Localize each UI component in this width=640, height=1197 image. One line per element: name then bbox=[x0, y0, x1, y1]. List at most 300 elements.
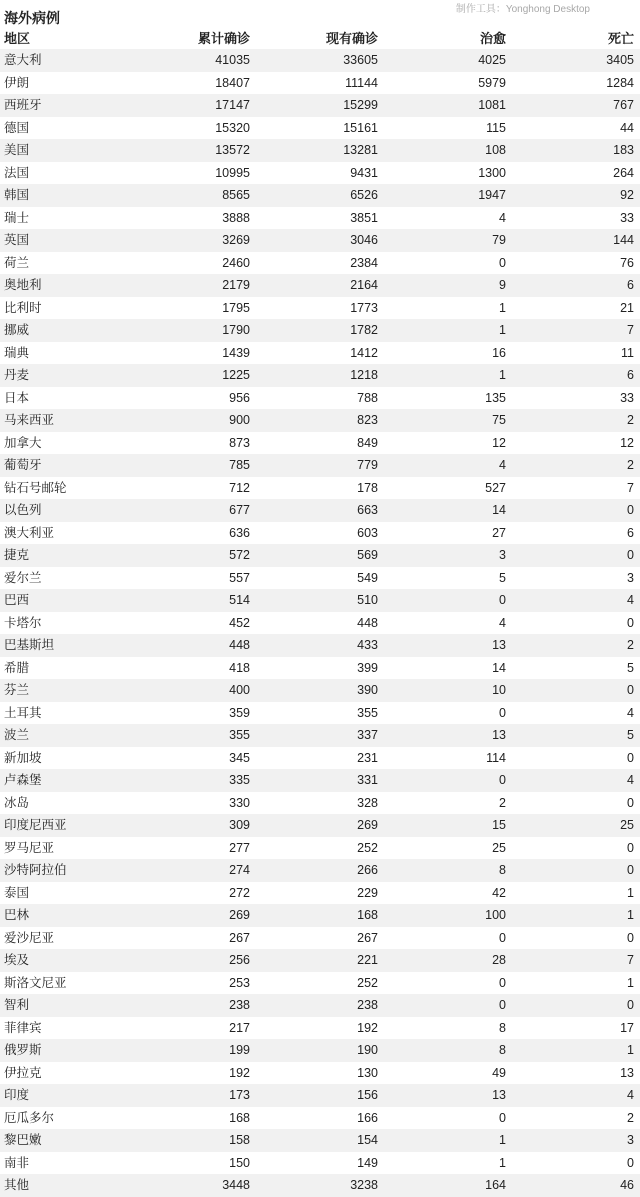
cell-recovered: 114 bbox=[486, 750, 506, 765]
cell-recovered: 1300 bbox=[478, 165, 506, 180]
table-row[interactable] bbox=[0, 589, 640, 612]
column-header-recovered[interactable]: 治愈 bbox=[479, 31, 506, 46]
cell-deaths: 1 bbox=[627, 908, 634, 922]
cell-region: 捷克 bbox=[4, 548, 30, 562]
cell-cumulative: 158 bbox=[229, 1133, 250, 1147]
cell-region: 葡萄牙 bbox=[4, 458, 42, 472]
cell-region: 奥地利 bbox=[4, 278, 42, 292]
cell-current: 549 bbox=[357, 570, 378, 585]
cell-region: 瑞典 bbox=[4, 345, 30, 360]
cell-cumulative: 3888 bbox=[222, 210, 250, 225]
cell-recovered: 12 bbox=[492, 435, 506, 450]
cell-cumulative: 956 bbox=[229, 390, 250, 405]
cell-cumulative: 256 bbox=[229, 953, 250, 967]
cell-recovered: 108 bbox=[485, 143, 506, 157]
cell-recovered: 1 bbox=[499, 368, 506, 382]
table-row[interactable] bbox=[0, 814, 640, 837]
cell-recovered: 25 bbox=[492, 840, 506, 855]
cell-deaths: 0 bbox=[627, 840, 634, 855]
cell-cumulative: 199 bbox=[229, 1043, 250, 1057]
cell-current: 156 bbox=[357, 1088, 378, 1102]
cell-region: 比利时 bbox=[4, 300, 42, 315]
cell-cumulative: 418 bbox=[229, 660, 250, 675]
cell-deaths: 2 bbox=[627, 638, 634, 652]
cell-current: 569 bbox=[357, 548, 378, 562]
cell-deaths: 0 bbox=[627, 503, 634, 517]
cell-cumulative: 785 bbox=[229, 458, 250, 472]
cell-current: 823 bbox=[357, 413, 378, 427]
cell-current: 149 bbox=[357, 1155, 378, 1170]
cell-recovered: 1947 bbox=[478, 188, 506, 202]
cell-recovered: 1 bbox=[499, 323, 506, 337]
cell-cumulative: 557 bbox=[229, 570, 250, 585]
cell-deaths: 183 bbox=[613, 143, 634, 157]
cell-region: 意大利 bbox=[4, 53, 42, 67]
cell-recovered: 5 bbox=[499, 570, 506, 585]
cell-current: 166 bbox=[357, 1110, 378, 1125]
cell-recovered: 0 bbox=[499, 930, 506, 945]
cell-recovered: 0 bbox=[499, 773, 506, 787]
table-row[interactable] bbox=[0, 49, 640, 72]
cell-region: 芬兰 bbox=[4, 683, 30, 697]
table-row[interactable] bbox=[0, 544, 640, 567]
cell-deaths: 0 bbox=[627, 683, 634, 697]
cell-deaths: 6 bbox=[627, 525, 634, 540]
cell-deaths: 0 bbox=[627, 1155, 634, 1170]
cell-cumulative: 355 bbox=[229, 728, 250, 742]
cell-recovered: 75 bbox=[492, 413, 506, 427]
cell-recovered: 8 bbox=[499, 1043, 506, 1057]
table-row[interactable] bbox=[0, 792, 640, 815]
cell-region: 斯洛文尼亚 bbox=[4, 975, 67, 990]
cell-current: 3046 bbox=[350, 233, 378, 247]
table-row[interactable] bbox=[0, 634, 640, 657]
cell-region: 澳大利亚 bbox=[4, 525, 55, 540]
table-row[interactable] bbox=[0, 117, 640, 140]
cell-deaths: 3 bbox=[627, 1133, 634, 1147]
cell-cumulative: 217 bbox=[229, 1020, 250, 1035]
cell-deaths: 25 bbox=[620, 818, 634, 832]
cell-deaths: 44 bbox=[620, 120, 634, 135]
cell-cumulative: 15320 bbox=[215, 120, 250, 135]
table-row[interactable] bbox=[0, 297, 640, 320]
cell-region: 南非 bbox=[4, 1155, 30, 1170]
table-row[interactable] bbox=[0, 949, 640, 972]
table-row[interactable] bbox=[0, 904, 640, 927]
cell-deaths: 5 bbox=[627, 728, 634, 742]
cell-recovered: 8 bbox=[499, 1020, 506, 1035]
table-row[interactable] bbox=[0, 72, 640, 95]
cell-region: 伊朗 bbox=[4, 75, 30, 90]
cell-current: 269 bbox=[357, 818, 378, 832]
cell-cumulative: 677 bbox=[229, 503, 250, 517]
cell-cumulative: 269 bbox=[229, 908, 250, 922]
cell-region: 埃及 bbox=[4, 953, 30, 967]
column-header-current[interactable]: 现有确诊 bbox=[325, 31, 378, 46]
cell-region: 希腊 bbox=[4, 660, 30, 675]
cell-current: 229 bbox=[357, 885, 378, 900]
cell-current: 192 bbox=[357, 1020, 378, 1035]
cell-current: 849 bbox=[357, 435, 378, 450]
cell-cumulative: 873 bbox=[229, 435, 250, 450]
cell-cumulative: 8565 bbox=[222, 188, 250, 202]
cell-deaths: 7 bbox=[627, 953, 634, 967]
cell-current: 190 bbox=[357, 1043, 378, 1057]
cell-recovered: 135 bbox=[485, 390, 506, 405]
cell-cumulative: 274 bbox=[229, 863, 250, 877]
cell-recovered: 0 bbox=[499, 998, 506, 1012]
column-header-deaths[interactable]: 死亡 bbox=[607, 31, 634, 46]
cell-current: 252 bbox=[357, 975, 378, 990]
cell-recovered: 1 bbox=[499, 1133, 506, 1147]
cell-cumulative: 173 bbox=[229, 1088, 250, 1102]
cell-deaths: 1 bbox=[627, 1043, 634, 1057]
cell-current: 221 bbox=[357, 953, 378, 967]
cell-region: 黎巴嫩 bbox=[4, 1133, 42, 1147]
table-row[interactable] bbox=[0, 859, 640, 882]
cell-region: 丹麦 bbox=[4, 368, 30, 382]
column-header-region[interactable]: 地区 bbox=[4, 31, 31, 46]
cell-current: 9431 bbox=[350, 165, 378, 180]
cell-deaths: 0 bbox=[627, 998, 634, 1012]
table-row[interactable] bbox=[0, 522, 640, 545]
column-header-cumulative[interactable]: 累计确诊 bbox=[197, 31, 250, 46]
cell-cumulative: 400 bbox=[229, 683, 250, 697]
cell-recovered: 79 bbox=[492, 233, 506, 247]
table-row[interactable] bbox=[0, 1174, 640, 1197]
cell-deaths: 3 bbox=[627, 570, 634, 585]
cell-recovered: 0 bbox=[499, 975, 506, 990]
table-row[interactable] bbox=[0, 657, 640, 680]
table-row[interactable] bbox=[0, 747, 640, 770]
cell-deaths: 2 bbox=[627, 458, 634, 472]
cell-deaths: 17 bbox=[620, 1020, 634, 1035]
cell-recovered: 1081 bbox=[478, 98, 506, 112]
cell-cumulative: 1790 bbox=[222, 323, 250, 337]
table-row[interactable] bbox=[0, 387, 640, 410]
cell-current: 178 bbox=[357, 480, 378, 495]
cell-recovered: 115 bbox=[486, 120, 506, 135]
cell-current: 2164 bbox=[350, 278, 378, 292]
cell-recovered: 4 bbox=[499, 210, 506, 225]
cell-deaths: 6 bbox=[627, 278, 634, 292]
cell-current: 3851 bbox=[350, 210, 378, 225]
cell-current: 779 bbox=[357, 458, 378, 472]
table-row[interactable] bbox=[0, 499, 640, 522]
table-row[interactable] bbox=[0, 94, 640, 117]
cell-deaths: 4 bbox=[627, 1088, 634, 1102]
cell-deaths: 33 bbox=[620, 390, 634, 405]
table-row[interactable] bbox=[0, 994, 640, 1017]
cell-recovered: 4 bbox=[499, 615, 506, 630]
cell-current: 1412 bbox=[350, 345, 378, 360]
cell-cumulative: 309 bbox=[229, 818, 250, 832]
cell-recovered: 49 bbox=[492, 1065, 506, 1080]
cell-deaths: 1 bbox=[627, 885, 634, 900]
cell-deaths: 0 bbox=[627, 795, 634, 810]
cell-current: 238 bbox=[357, 998, 378, 1012]
cell-cumulative: 238 bbox=[229, 998, 250, 1012]
table-row[interactable] bbox=[0, 1039, 640, 1062]
table-row[interactable] bbox=[0, 702, 640, 725]
cell-deaths: 0 bbox=[627, 750, 634, 765]
cell-region: 智利 bbox=[4, 998, 30, 1012]
cell-deaths: 0 bbox=[627, 615, 634, 630]
cell-recovered: 5979 bbox=[478, 75, 506, 90]
cell-cumulative: 335 bbox=[229, 773, 250, 787]
cell-region: 挪威 bbox=[4, 323, 30, 337]
table-row[interactable] bbox=[0, 882, 640, 905]
table-row[interactable] bbox=[0, 1129, 640, 1152]
cell-recovered: 10 bbox=[492, 683, 506, 697]
table-header bbox=[0, 28, 640, 51]
cell-deaths: 13 bbox=[620, 1065, 634, 1080]
table-row[interactable] bbox=[0, 927, 640, 950]
cell-deaths: 3405 bbox=[606, 53, 634, 67]
table-row[interactable] bbox=[0, 679, 640, 702]
cell-recovered: 27 bbox=[492, 525, 506, 540]
cell-current: 1782 bbox=[350, 323, 378, 337]
cell-region: 以色列 bbox=[4, 503, 42, 517]
cell-recovered: 13 bbox=[492, 1088, 506, 1102]
cell-current: 448 bbox=[357, 615, 378, 630]
cell-region: 沙特阿拉伯 bbox=[4, 863, 67, 877]
cell-recovered: 100 bbox=[485, 908, 506, 922]
cell-deaths: 76 bbox=[620, 255, 634, 270]
cell-cumulative: 330 bbox=[229, 795, 250, 810]
cell-current: 510 bbox=[357, 593, 378, 607]
cell-current: 328 bbox=[357, 795, 378, 810]
cell-current: 337 bbox=[357, 728, 378, 742]
cell-region: 冰岛 bbox=[4, 795, 30, 810]
cell-current: 355 bbox=[357, 705, 378, 720]
cell-recovered: 8 bbox=[499, 863, 506, 877]
cell-region: 马来西亚 bbox=[4, 413, 55, 427]
cell-region: 泰国 bbox=[4, 885, 30, 900]
cell-recovered: 14 bbox=[492, 503, 506, 517]
table-row[interactable] bbox=[0, 139, 640, 162]
table-row[interactable] bbox=[0, 409, 640, 432]
cell-cumulative: 1795 bbox=[222, 300, 250, 315]
cell-cumulative: 41035 bbox=[215, 53, 250, 67]
cell-deaths: 5 bbox=[627, 660, 634, 675]
cell-region: 厄瓜多尔 bbox=[4, 1110, 55, 1125]
cell-recovered: 1 bbox=[499, 1155, 506, 1170]
cell-cumulative: 253 bbox=[229, 975, 250, 990]
table-row[interactable] bbox=[0, 1084, 640, 1107]
cell-deaths: 7 bbox=[627, 323, 634, 337]
cell-current: 13281 bbox=[343, 143, 378, 157]
cell-current: 2384 bbox=[350, 255, 378, 270]
cell-deaths: 767 bbox=[613, 98, 634, 112]
cell-current: 33605 bbox=[343, 53, 378, 67]
cell-cumulative: 277 bbox=[229, 840, 250, 855]
cell-current: 1773 bbox=[350, 300, 378, 315]
cell-recovered: 1 bbox=[499, 300, 506, 315]
cell-cumulative: 452 bbox=[229, 615, 250, 630]
cell-current: 130 bbox=[357, 1065, 378, 1080]
cell-current: 6526 bbox=[350, 188, 378, 202]
cell-cumulative: 900 bbox=[229, 413, 250, 427]
cell-recovered: 13 bbox=[492, 638, 506, 652]
cell-current: 15161 bbox=[343, 120, 378, 135]
cell-region: 巴西 bbox=[4, 593, 30, 607]
cell-current: 788 bbox=[357, 390, 378, 405]
cell-region: 波兰 bbox=[4, 728, 30, 742]
cell-recovered: 42 bbox=[492, 885, 506, 900]
cell-cumulative: 3448 bbox=[222, 1178, 250, 1192]
cell-region: 新加坡 bbox=[4, 750, 42, 765]
table-row[interactable] bbox=[0, 184, 640, 207]
cell-recovered: 2 bbox=[499, 795, 506, 810]
table-row[interactable] bbox=[0, 837, 640, 860]
cell-recovered: 164 bbox=[485, 1178, 506, 1192]
cell-deaths: 0 bbox=[627, 863, 634, 877]
cell-deaths: 0 bbox=[627, 930, 634, 945]
table-row[interactable] bbox=[0, 364, 640, 387]
table-row[interactable] bbox=[0, 1017, 640, 1040]
cell-recovered: 527 bbox=[485, 480, 506, 495]
cell-recovered: 14 bbox=[492, 660, 506, 675]
cell-recovered: 3 bbox=[499, 548, 506, 562]
cell-region: 巴林 bbox=[4, 908, 30, 922]
cell-deaths: 4 bbox=[627, 593, 634, 607]
cell-recovered: 4 bbox=[499, 458, 506, 472]
cell-recovered: 16 bbox=[492, 345, 506, 360]
cell-deaths: 33 bbox=[620, 210, 634, 225]
table-row[interactable] bbox=[0, 477, 640, 500]
cell-current: 1218 bbox=[350, 368, 378, 382]
cell-region: 其他 bbox=[4, 1178, 30, 1192]
table-row[interactable] bbox=[0, 454, 640, 477]
cell-cumulative: 572 bbox=[229, 548, 250, 562]
cell-region: 法国 bbox=[4, 165, 30, 180]
credit-text: 制作工具：Yonghong Desktop bbox=[455, 4, 590, 15]
cell-deaths: 2 bbox=[627, 1110, 634, 1125]
cell-recovered: 13 bbox=[492, 728, 506, 742]
cell-recovered: 0 bbox=[499, 1110, 506, 1125]
cell-deaths: 11 bbox=[621, 345, 634, 360]
cell-current: 603 bbox=[357, 525, 378, 540]
table-row[interactable] bbox=[0, 229, 640, 252]
table-row[interactable] bbox=[0, 274, 640, 297]
cell-region: 卡塔尔 bbox=[4, 615, 42, 630]
cell-region: 加拿大 bbox=[4, 435, 42, 450]
cell-cumulative: 2179 bbox=[222, 278, 250, 292]
cell-deaths: 2 bbox=[627, 413, 634, 427]
cell-current: 231 bbox=[357, 750, 378, 765]
cell-current: 399 bbox=[357, 660, 378, 675]
cell-cumulative: 448 bbox=[229, 638, 250, 652]
cell-cumulative: 359 bbox=[229, 705, 250, 720]
cell-cumulative: 267 bbox=[229, 930, 250, 945]
table-row[interactable] bbox=[0, 162, 640, 185]
cell-recovered: 9 bbox=[499, 278, 506, 292]
cell-cumulative: 10995 bbox=[215, 165, 250, 180]
cell-current: 433 bbox=[357, 638, 378, 652]
cell-region: 西班牙 bbox=[4, 98, 42, 112]
cell-region: 爱沙尼亚 bbox=[4, 930, 55, 945]
table-row[interactable] bbox=[0, 207, 640, 230]
cell-region: 伊拉克 bbox=[4, 1065, 42, 1080]
cell-current: 266 bbox=[357, 863, 378, 877]
cell-cumulative: 712 bbox=[229, 480, 250, 495]
cell-current: 267 bbox=[357, 930, 378, 945]
cell-cumulative: 150 bbox=[229, 1155, 250, 1170]
cell-cumulative: 1439 bbox=[222, 345, 250, 360]
table-row[interactable] bbox=[0, 319, 640, 342]
cell-deaths: 92 bbox=[620, 188, 634, 202]
cell-region: 爱尔兰 bbox=[4, 570, 42, 585]
cell-deaths: 6 bbox=[627, 368, 634, 382]
table-row[interactable] bbox=[0, 769, 640, 792]
table-row[interactable] bbox=[0, 724, 640, 747]
cell-region: 土耳其 bbox=[4, 705, 42, 720]
cell-current: 331 bbox=[357, 773, 378, 787]
cell-current: 154 bbox=[357, 1133, 378, 1147]
table-row[interactable] bbox=[0, 252, 640, 275]
cell-region: 卢森堡 bbox=[4, 773, 42, 787]
cell-deaths: 264 bbox=[613, 165, 634, 180]
cell-deaths: 144 bbox=[613, 233, 634, 247]
cell-recovered: 0 bbox=[499, 593, 506, 607]
cell-cumulative: 13572 bbox=[215, 143, 250, 157]
table-row[interactable] bbox=[0, 612, 640, 635]
cell-current: 11144 bbox=[345, 75, 378, 90]
cell-cumulative: 17147 bbox=[215, 98, 250, 112]
table-body bbox=[0, 49, 640, 1197]
cell-region: 罗马尼亚 bbox=[4, 840, 55, 855]
cell-region: 印度尼西亚 bbox=[4, 818, 67, 832]
cell-region: 瑞士 bbox=[4, 210, 30, 225]
cell-region: 美国 bbox=[4, 143, 30, 157]
cell-deaths: 1284 bbox=[606, 75, 634, 90]
cell-cumulative: 514 bbox=[229, 593, 250, 607]
cell-region: 德国 bbox=[4, 120, 30, 135]
cell-cumulative: 18407 bbox=[215, 75, 250, 90]
cell-region: 荷兰 bbox=[4, 255, 30, 270]
cell-recovered: 28 bbox=[492, 953, 506, 967]
cell-recovered: 4025 bbox=[478, 53, 506, 67]
cell-region: 钻石号邮轮 bbox=[4, 480, 67, 495]
cell-deaths: 0 bbox=[627, 548, 634, 562]
table-row[interactable] bbox=[0, 432, 640, 455]
cell-current: 15299 bbox=[343, 98, 378, 112]
cell-current: 663 bbox=[357, 503, 378, 517]
cell-cumulative: 192 bbox=[229, 1065, 250, 1080]
cell-recovered: 15 bbox=[492, 818, 506, 832]
table-title: 海外病例 bbox=[4, 10, 60, 26]
table-row[interactable] bbox=[0, 972, 640, 995]
cell-cumulative: 3269 bbox=[222, 233, 250, 247]
cell-cumulative: 168 bbox=[229, 1110, 250, 1125]
cell-current: 3238 bbox=[350, 1178, 378, 1192]
cell-deaths: 4 bbox=[627, 773, 634, 787]
cell-recovered: 0 bbox=[499, 705, 506, 720]
cell-recovered: 0 bbox=[499, 255, 506, 270]
cell-cumulative: 272 bbox=[229, 885, 250, 900]
cell-deaths: 46 bbox=[620, 1178, 634, 1192]
table-row[interactable] bbox=[0, 1107, 640, 1130]
cell-region: 俄罗斯 bbox=[4, 1043, 42, 1057]
table-row[interactable] bbox=[0, 567, 640, 590]
cell-deaths: 21 bbox=[620, 300, 634, 315]
table-row[interactable] bbox=[0, 1152, 640, 1175]
cell-deaths: 4 bbox=[627, 705, 634, 720]
table-row[interactable] bbox=[0, 342, 640, 365]
table-row[interactable] bbox=[0, 1062, 640, 1085]
cell-deaths: 12 bbox=[620, 435, 634, 450]
